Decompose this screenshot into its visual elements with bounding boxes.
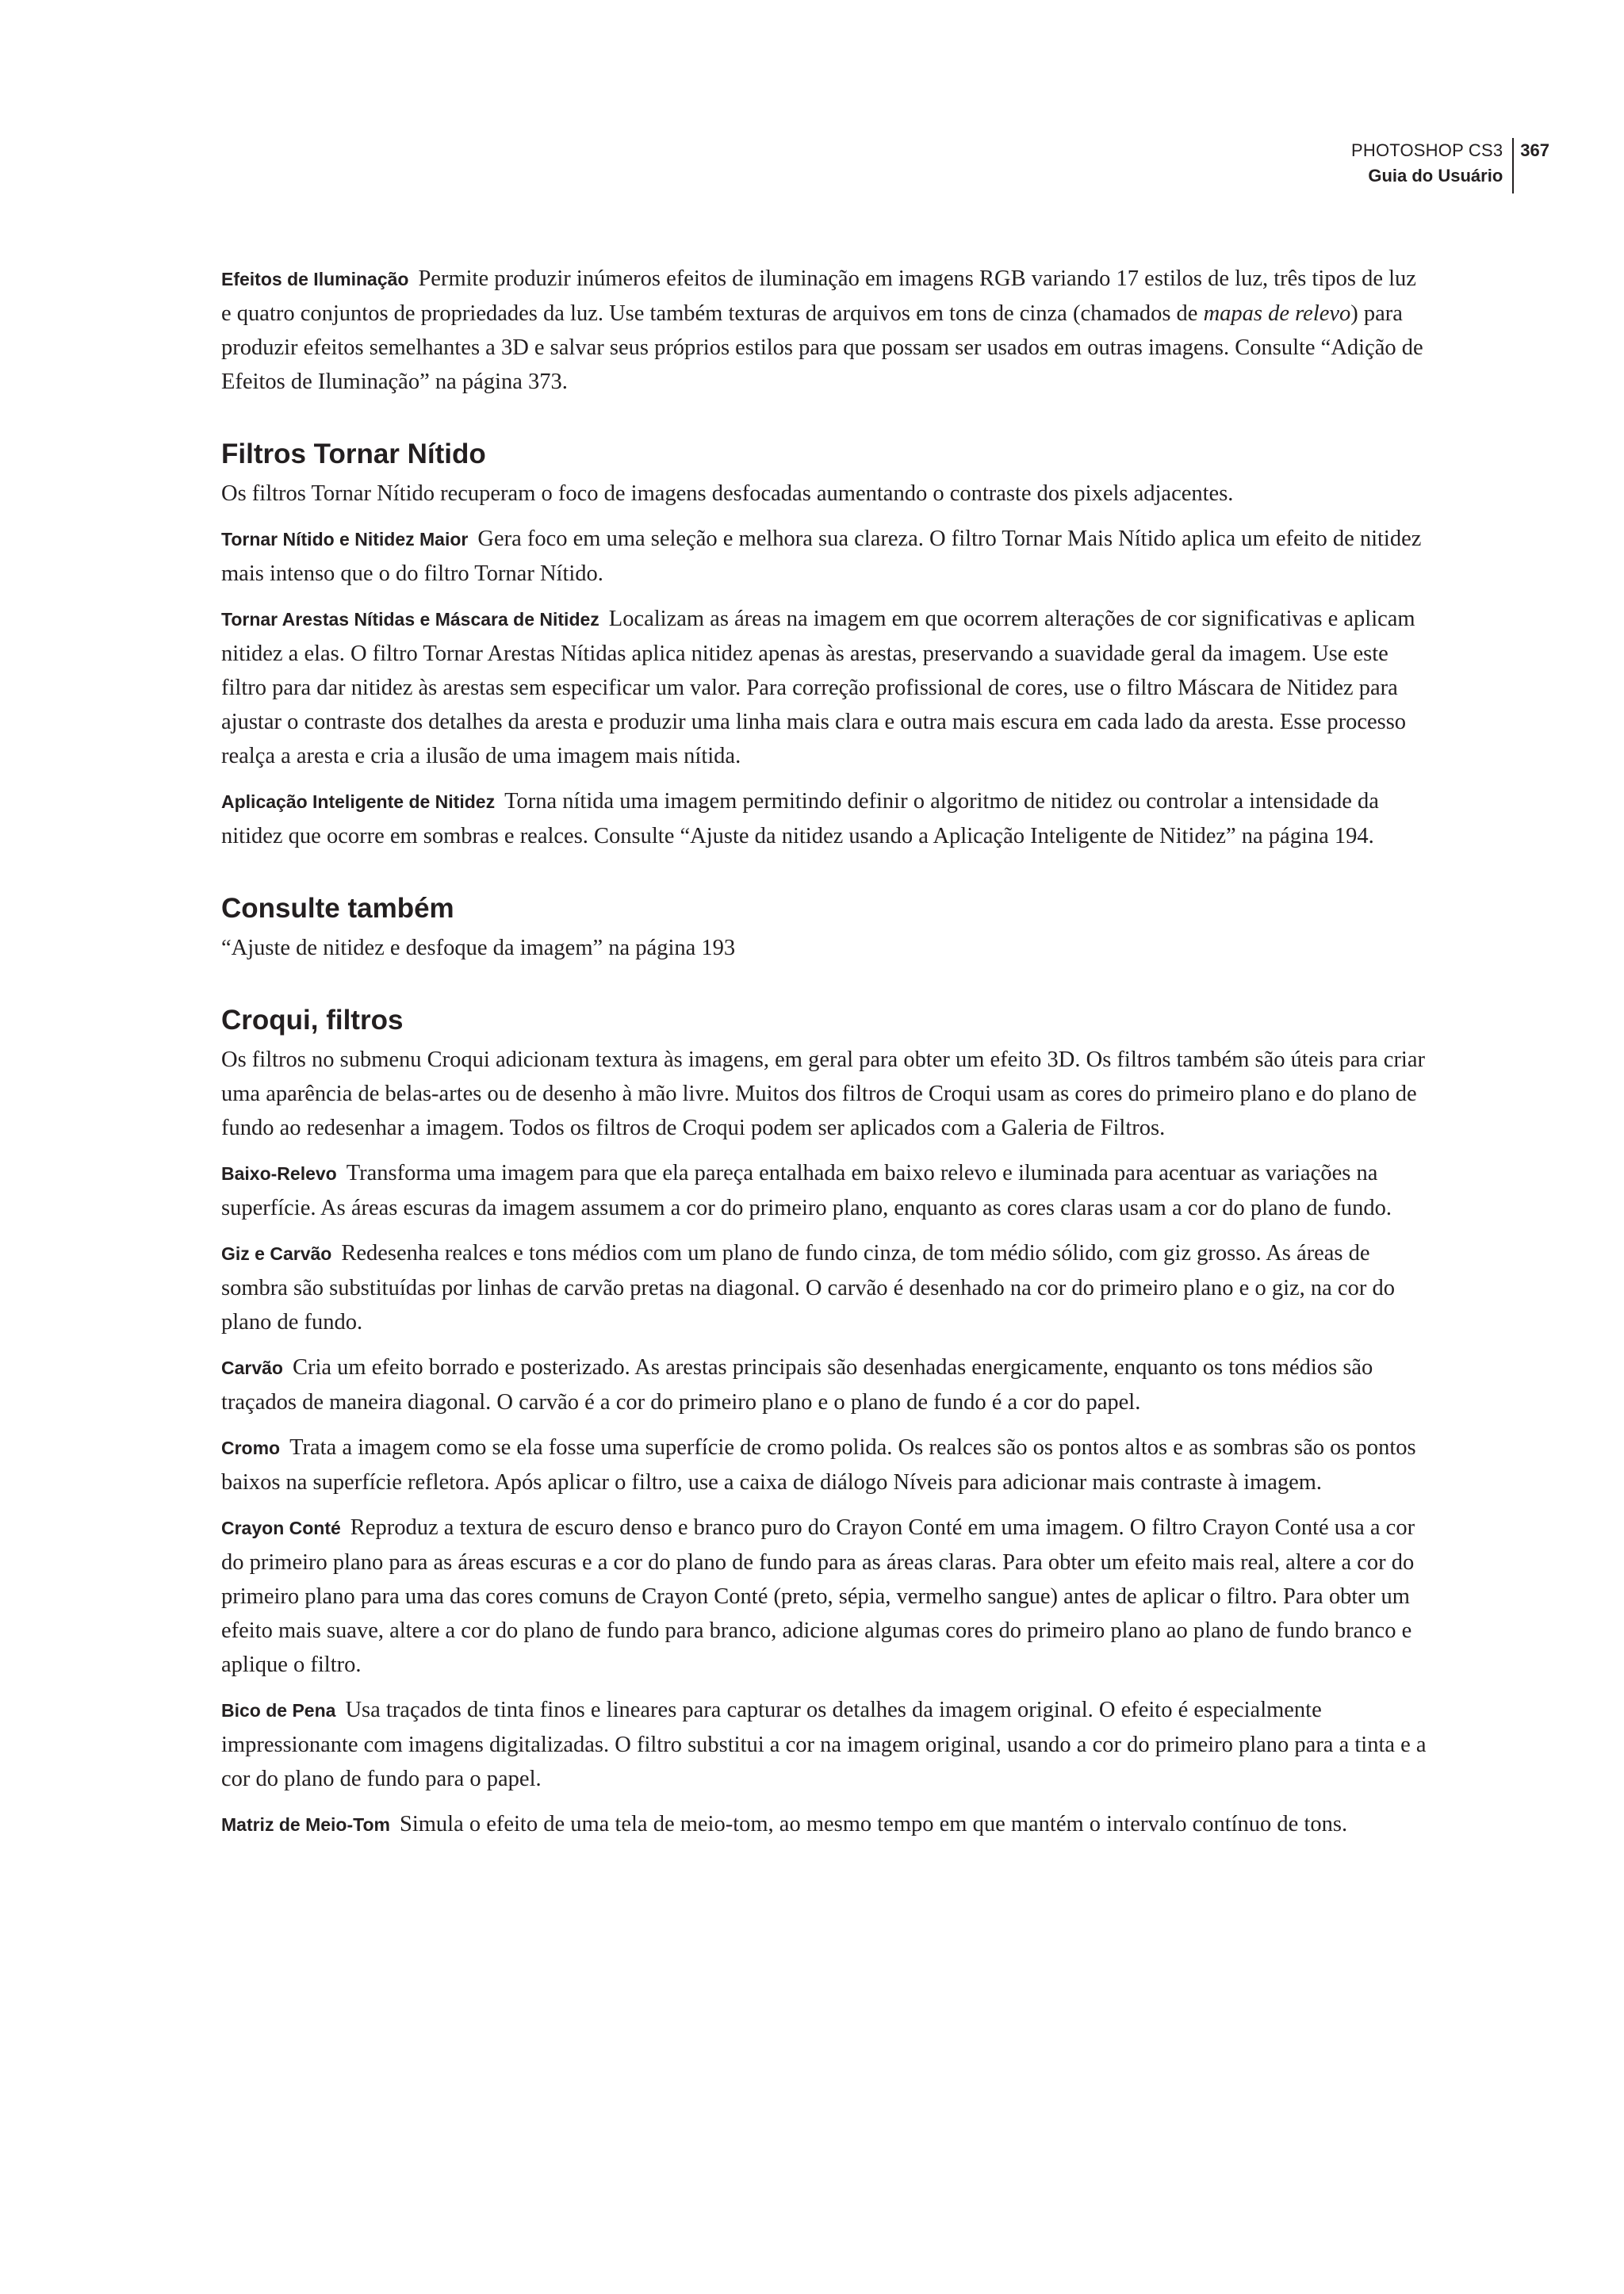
entry-text: Redesenha realces e tons médios com um plano de fundo cinza, de tom médio sólido, com giz grosso. As áreas de sombra são substituídas por linhas de carvão pretas na diagonal. O carvão é desenhado na cor do primeiro plano e o giz, na cor do plano de fundo. [221,1241,1395,1335]
entry-text: Reproduz a textura de escuro denso e branco puro do Crayon Conté em uma imagem. O filtro Crayon Conté usa a cor do primeiro plano para as áreas escuras e a cor do plano de fundo para as áreas claras. Para obter um efeito mais real, altere a cor do primeiro plano para uma das cores comuns de Crayon Conté (preto, sépia, vermelho sangue) antes de aplicar o filtro. Para obter um efeito mais suave, altere a cor do plano de fundo para branco, adicione algumas cores do primeiro plano ao plano de fundo branco e aplique o filtro. [221,1515,1415,1677]
page-header [1351,138,1549,193]
entry-tornar-nitido [221,522,1427,591]
entry-term: Tornar Arestas Nítidas e Máscara de Nitidez [221,609,599,630]
entry-giz-e-carvao [221,1236,1427,1339]
entry-term: Giz e Carvão [221,1243,332,1264]
entry-text: Gera foco em uma seleção e melhora sua clareza. O filtro Tornar Mais Nítido aplica um efeito de nitidez mais intenso que o do filtro Tornar Nítido. [221,527,1422,586]
section-intro-sharpen: Os filtros Tornar Nítido recuperam o foco de imagens desfocadas aumentando o contraste dos pixels adjacentes. [221,481,1234,506]
entry-cromo [221,1430,1427,1499]
page-content [221,262,1427,1853]
entry-text: Localizam as áreas na imagem em que ocorrem alterações de cor significativas e aplicam nitidez a elas. O filtro Tornar Arestas Nítidas aplica nitidez apenas às arestas, preservando a suavidade geral da imagem. Use este filtro para dar nitidez às arestas sem especificar um valor. Para correção profissional de cores, use o filtro Máscara de Nitidez para ajustar o contraste dos detalhes da aresta e produzir uma linha mais clara e outra mais escura em cada lado da aresta. Esse processo realça a aresta e cria a ilusão de uma imagem mais nítida. [221,607,1415,768]
section-heading-sketch: Croqui, filtros [221,1005,404,1036]
entry-italic-term: mapas de relevo [1203,301,1351,326]
entry-term: Baixo-Relevo [221,1163,337,1184]
header-product: PHOTOSHOP CS3 [1350,140,1503,160]
section-heading-sharpen: Filtros Tornar Nítido [221,439,486,469]
entry-tornar-arestas-nitidas [221,602,1427,773]
entry-term: Cromo [221,1438,281,1458]
entry-efeitos-iluminacao [221,262,1427,399]
entry-term: Efeitos de Iluminação [221,269,409,289]
entry-term: Tornar Nítido e Nitidez Maior [221,529,469,550]
entry-text: Simula o efeito de uma tela de meio-tom, ao mesmo tempo em que mantém o intervalo contínuo de tons. [399,1812,1348,1836]
section-intro-sketch: Os filtros no submenu Croqui adicionam textura às imagens, em geral para obter um efeito 3D. Os filtros também são úteis para criar uma aparência de belas-artes ou de desenho à mão livre. Muitos dos filtros de Croqui usam as cores do primeiro plano e do plano de fundo ao redesenhar a imagem. Todos os filtros de Croqui podem ser aplicados com a Galeria de Filtros. [221,1047,1425,1140]
entry-text: Usa traçados de tinta finos e lineares para capturar os detalhes da imagem original. O efeito é especialmente impressionante com imagens digitalizadas. O filtro substitui a cor na imagem original, usando a cor do primeiro plano para a tinta e a cor do plano de fundo para o papel. [221,1698,1427,1791]
entry-crayon-conte [221,1511,1427,1682]
entry-term: Bico de Pena [221,1700,336,1721]
entry-aplicacao-inteligente [221,784,1427,853]
entry-term: Matriz de Meio-Tom [221,1814,390,1835]
section-heading-see-also: Consulte também [221,893,454,924]
entry-text: Cria um efeito borrado e posterizado. As arestas principais são desenhadas energicamente, enquanto os tons médios são traçados de maneira diagonal. O carvão é a cor do primeiro plano e o plano de fundo é a cor do papel. [221,1355,1373,1415]
entry-carvao [221,1350,1427,1419]
entry-text: ) para produzir efeitos semelhantes a 3D e salvar seus próprios estilos para que possam ser usados em outras imagens. Consulte “Adição de Efeitos de Iluminação” na página 373. [221,301,1423,394]
header-guide: Guia do Usuário [1368,166,1503,186]
entry-matriz-de-meio-tom [221,1807,1427,1842]
entry-text: Trata a imagem como se ela fosse uma superfície de cromo polida. Os realces são os pontos altos e as sombras são os pontos baixos na superfície refletora. Após aplicar o filtro, use a caixa de diálogo Níveis para adicionar mais contraste à imagem. [221,1435,1416,1495]
see-also-link[interactable]: “Ajuste de nitidez e desfoque da imagem” na página 193 [221,936,736,960]
header-text [1351,138,1512,189]
entry-baixo-relevo [221,1156,1427,1225]
entry-term: Crayon Conté [221,1518,341,1538]
entry-bico-de-pena [221,1693,1427,1796]
entry-term: Aplicação Inteligente de Nitidez [221,791,496,812]
entry-term: Carvão [221,1358,283,1378]
entry-text: Torna nítida uma imagem permitindo definir o algoritmo de nitidez ou controlar a intensidade da nitidez que ocorre em sombras e realces. Consulte “Ajuste da nitidez usando a Aplicação Inteligente de Nitidez” na página 194. [221,789,1379,848]
entry-text: Permite produzir inúmeros efeitos de iluminação em imagens RGB variando 17 estilos de luz, três tipos de luz e quatro conjuntos de propriedades da luz. Use também texturas de arquivos em tons de cinza (chamados de [221,266,1416,326]
page-number: 367 [1520,140,1549,160]
entry-text: Transforma uma imagem para que ela pareça entalhada em baixo relevo e iluminada para acentuar as variações na superfície. As áreas escuras da imagem assumem a cor do primeiro plano, enquanto as cores claras usam a cor do plano de fundo. [221,1161,1392,1220]
